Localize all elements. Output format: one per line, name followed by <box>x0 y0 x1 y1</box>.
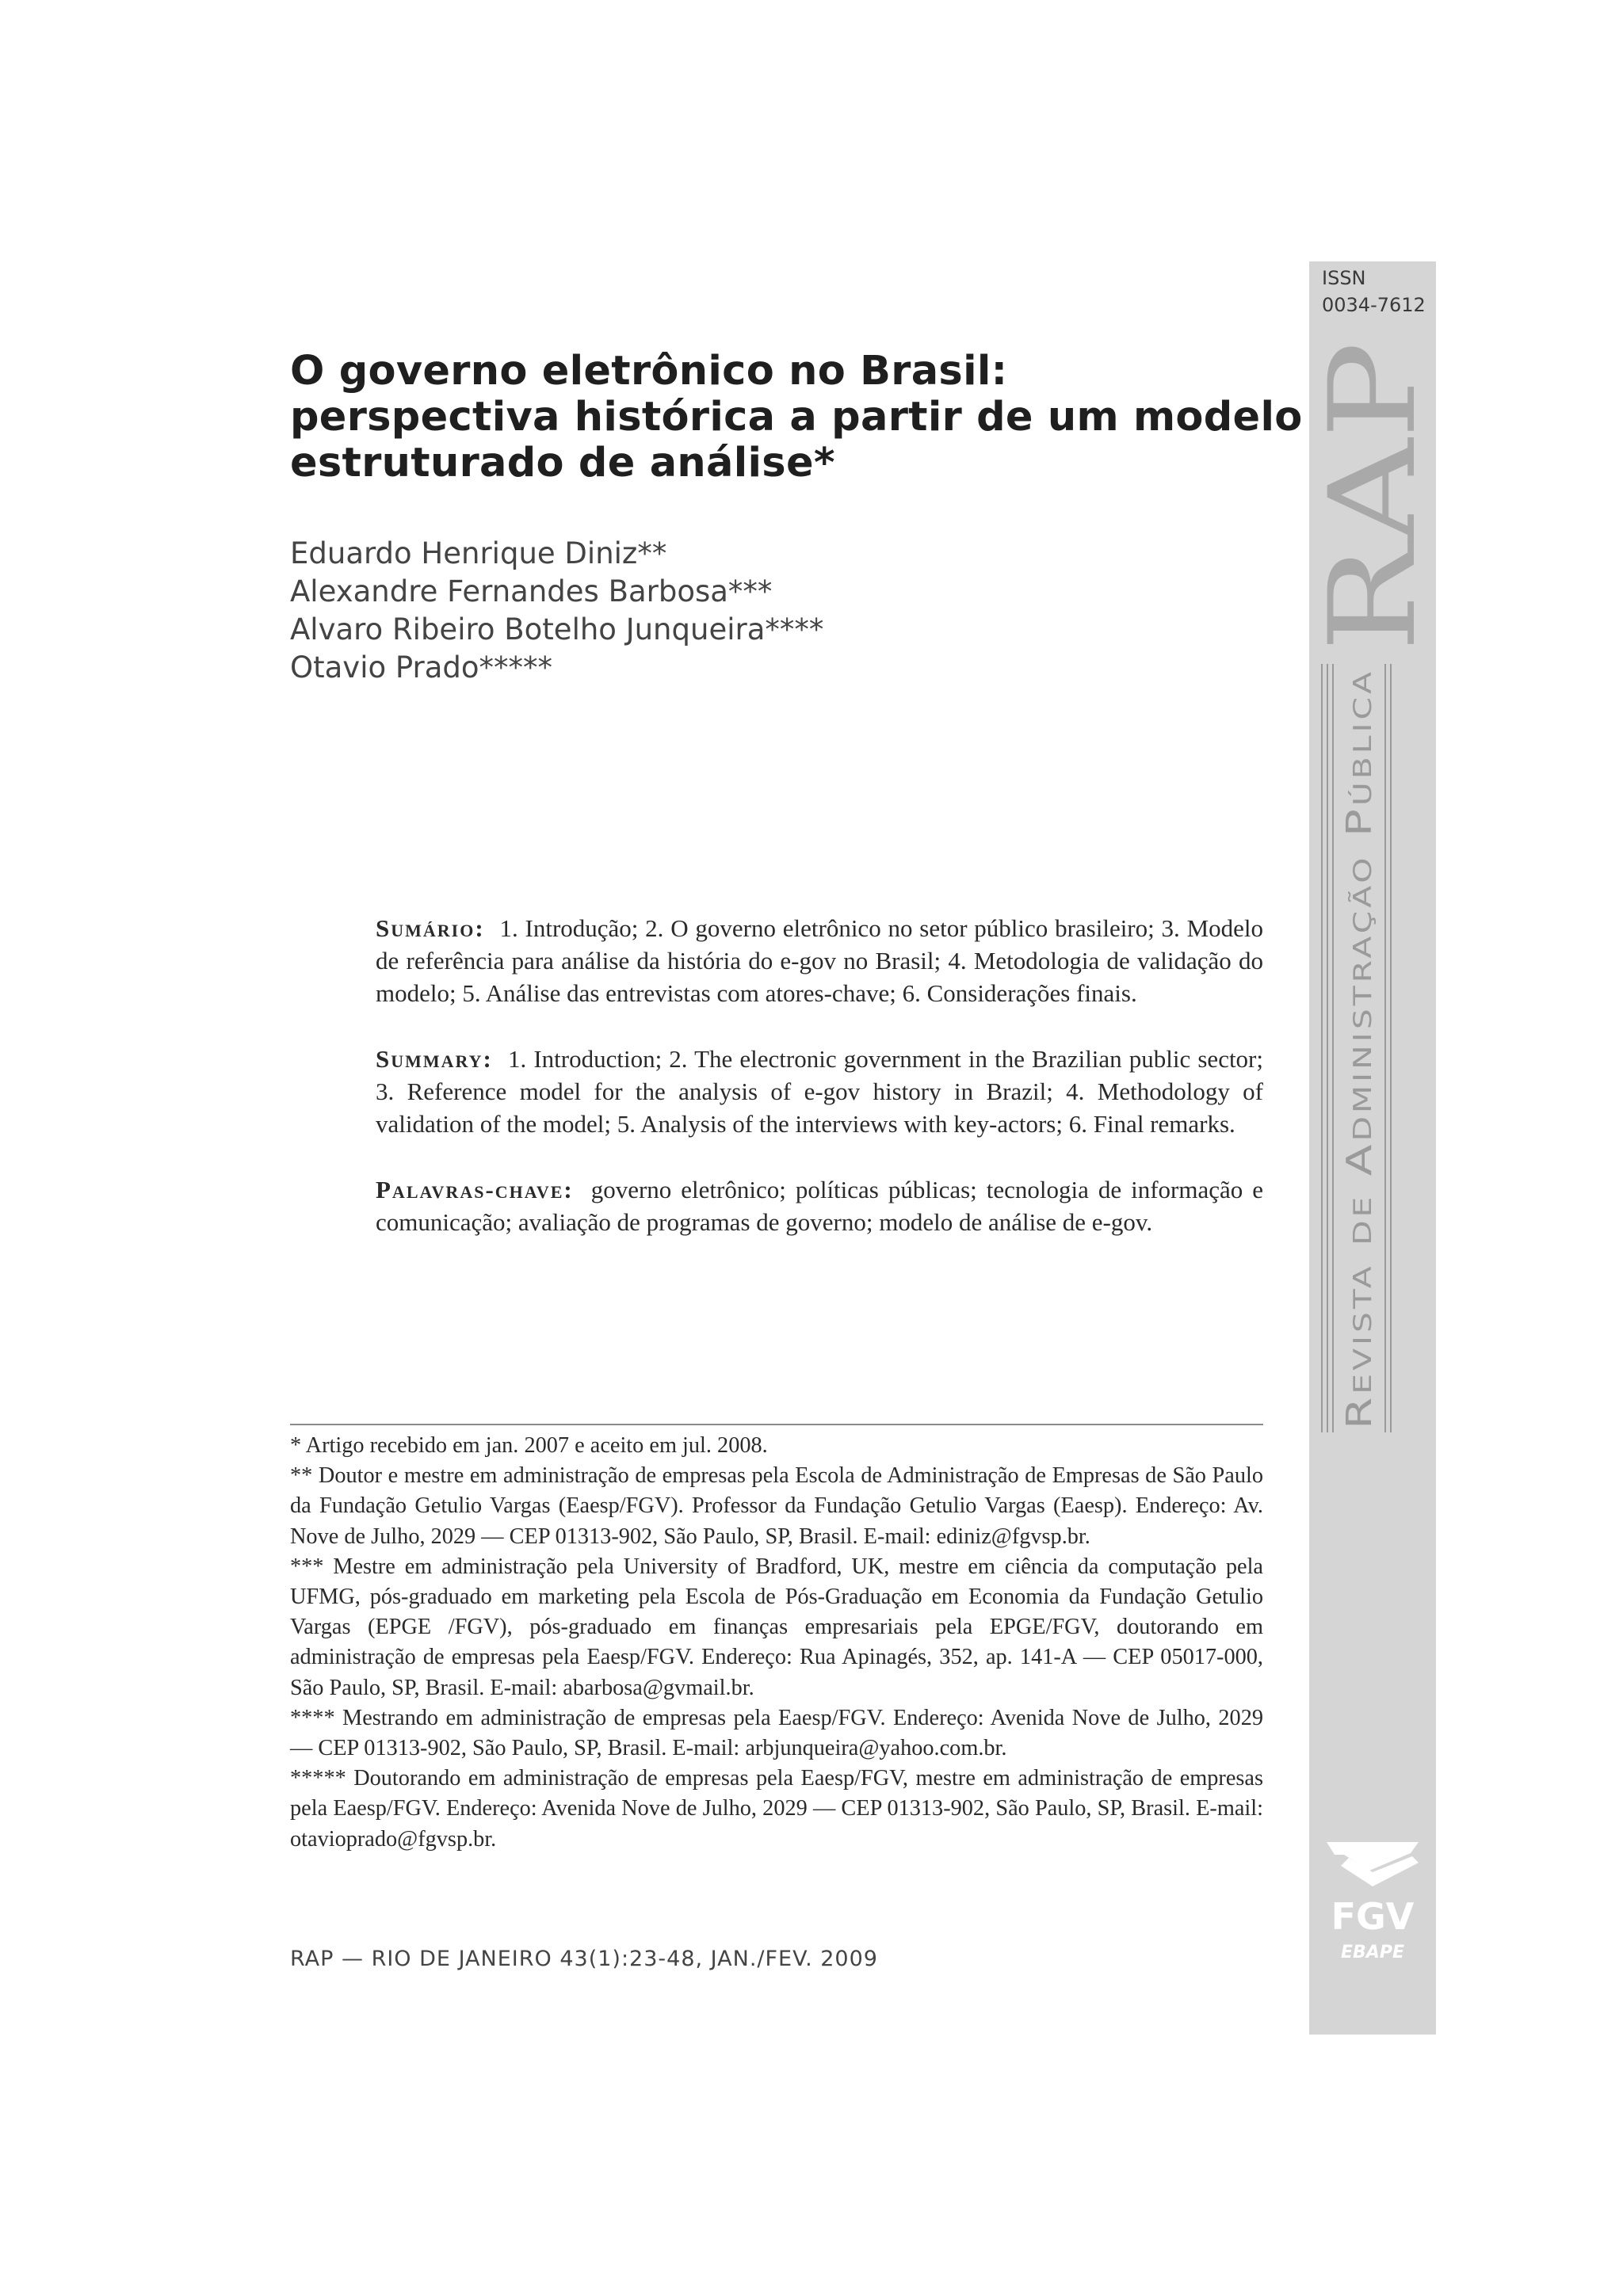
summary-label: Summary: <box>376 1045 493 1073</box>
issn-number: 0034-7612 <box>1322 294 1426 316</box>
article-title <box>290 349 1320 486</box>
sumario-label: Sumário: <box>376 914 485 942</box>
fgv-logo-icon <box>1317 1834 1428 1969</box>
title-line-3: estruturado de análise* <box>290 440 835 486</box>
footnote: ***** Doutorando em administração de empresas pela Eaesp/FGV, mestre em administração de empresas pela Eaesp/FGV. Endereço: Avenida Nove de Julho, 2029 — CEP 01313-902, São Paulo, SP, Brasil. E-mail: otavioprado@fgvsp.br. <box>290 1766 1263 1852</box>
summary-paragraph <box>376 1043 1263 1140</box>
footnote: * Artigo recebido em jan. 2007 e aceito em jul. 2008. <box>290 1433 768 1458</box>
abstract-block <box>376 912 1263 1272</box>
journal-name-vertical <box>1320 664 1423 1432</box>
footnote: ** Doutor e mestre em administração de empresas pela Escola de Administração de Empresas de São Paulo da Fundação Getulio Vargas (Eaesp/FGV). Professor da Fundação Getulio Vargas (Eaesp). Endereço: Av. Nove de Julho, 2029 — CEP 01313-902, São Paulo, SP, Brasil. E-mail: ediniz@fgvsp.br. <box>290 1463 1263 1549</box>
keywords-text: governo eletrônico; políticas públicas; tecnologia de informação e comunicação; avaliação de programas de governo; modelo de análise de e-gov. <box>376 1176 1264 1236</box>
journal-name-text: Revista de Administração Pública <box>1339 852 1380 1429</box>
ebape-logo-text: EBAPE <box>1341 1943 1404 1962</box>
author-name: Eduardo Henrique Diniz** <box>290 536 667 570</box>
sumario-paragraph <box>376 912 1263 1009</box>
summary-text: 1. Introduction; 2. The electronic government in the Brazilian public sector; 3. Reference model for the analysis of e-gov history in Brazil; 4. Methodology of validation of the model; 5. Analysis of the interviews with key-actors; 6. Final remarks. <box>376 1045 1263 1138</box>
keywords-paragraph <box>376 1173 1263 1238</box>
footnotes <box>290 1431 1263 1855</box>
author-list <box>290 535 823 687</box>
footnote: **** Mestrando em administração de empresas pela Eaesp/FGV. Endereço: Avenida Nove de Julho, 2029 — CEP 01313-902, São Paulo, SP, Brasil. E-mail: arbjunqueira@yahoo.com.br. <box>290 1705 1263 1761</box>
author-name: Alexandre Fernandes Barbosa*** <box>290 574 773 608</box>
issn-label: ISSN <box>1322 267 1366 289</box>
sumario-text: 1. Introdução; 2. O governo eletrônico no setor público brasileiro; 3. Modelo de referência para análise da história do e-gov no Brasil; 4. Metodologia de validação do modelo; 5. Análise das entrevistas com atores-chave; 6. Considerações finais. <box>376 914 1264 1007</box>
fgv-logo-text: FGV <box>1331 1895 1415 1938</box>
rap-logo-text: RAP <box>1304 396 1442 652</box>
rap-logo-icon <box>1304 337 1442 654</box>
title-line-1: O governo eletrônico no Brasil: <box>290 348 1008 395</box>
author-name: Alvaro Ribeiro Botelho Junqueira**** <box>290 612 824 646</box>
keywords-label: Palavras-chave: <box>376 1176 574 1203</box>
journal-citation: RAP — RIO DE JANEIRO 43(1):23-48, JAN./FEV. 2009 <box>290 1947 878 1971</box>
author-name: Otavio Prado***** <box>290 650 553 685</box>
issn-block <box>1322 265 1426 318</box>
footnote-divider <box>290 1424 1263 1425</box>
title-line-2: perspectiva histórica a partir de um modelo <box>290 394 1303 441</box>
footnote: *** Mestre em administração pela University of Bradford, UK, mestre em ciência da computação pela UFMG, pós-graduado em marketing pela Escola de Pós-Graduação em Economia da Fundação Getulio Vargas (EPGE /FGV), pós-graduado em finanças empresariais pela EPGE/FGV, doutorando em administração de empresas pela Eaesp/FGV. Endereço: Rua Apinagés, 352, ap. 141-A — CEP 05017-000, São Paulo, SP, Brasil. E-mail: abarbosa@gvmail.br. <box>290 1554 1263 1700</box>
